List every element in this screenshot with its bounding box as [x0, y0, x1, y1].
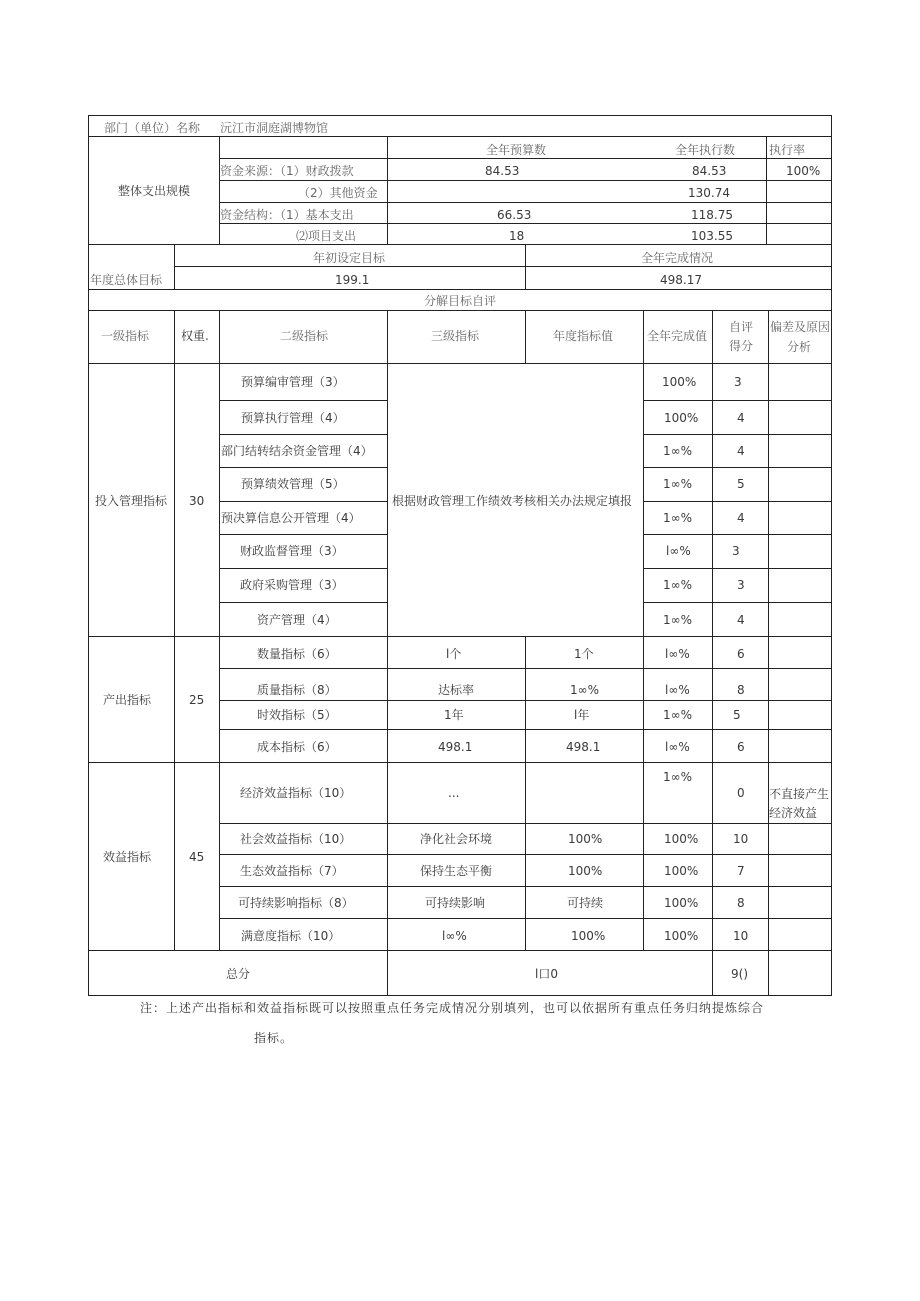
effect-row-year: 可持续 [567, 896, 604, 910]
input-row-l2: 预决算信息公开管理（4） [221, 511, 361, 525]
header-l2: 二级指标 [280, 329, 329, 343]
output-row-l3: 498.1 [438, 740, 473, 754]
input-row-l2: 政府采购管理（3） [240, 578, 344, 592]
output-row-year: l年 [574, 708, 590, 722]
annual-done-header: 全年完成情况 [641, 251, 714, 265]
effect-row-reason: 不直接产生 [769, 787, 830, 801]
footnote: 指标。 [254, 1031, 294, 1045]
output-row-year: 1∞% [570, 683, 600, 697]
overall-row-budget: 84.53 [485, 164, 520, 178]
col-exec-header: 全年执行数 [675, 143, 736, 157]
col-budget-header: 全年预算数 [486, 143, 547, 157]
header-reason: 分析 [787, 340, 812, 354]
output-row-l3: 1年 [444, 708, 464, 722]
input-row-score: 4 [737, 411, 745, 425]
effect-row-year: 100% [571, 929, 606, 943]
group-weight-output: 25 [189, 693, 205, 707]
header-score: 得分 [729, 339, 754, 353]
header-score: 自评 [729, 320, 754, 334]
output-row-l3: 达标率 [438, 683, 475, 697]
overall-row-label: ⑵项目支出 [296, 229, 357, 243]
effect-row-score: 0 [737, 786, 745, 800]
total-label: 总分 [226, 967, 251, 981]
input-row-l2: 财政监督管理（3） [240, 544, 344, 558]
header-l3: 三级指标 [431, 329, 480, 343]
effect-row-done: 100% [664, 832, 699, 846]
effect-row-l2: 社会效益指标（10） [240, 832, 352, 846]
overall-row-exec: 103.55 [691, 229, 733, 243]
output-row-done: l∞% [665, 683, 690, 697]
input-row-score: 3 [732, 544, 740, 558]
col-rate-header: 执行率 [769, 143, 806, 157]
output-row-score: 5 [733, 708, 741, 722]
dept-value: 沅江市洞庭湖博物馆 [220, 121, 329, 135]
effect-row-l3: l∞% [442, 929, 467, 943]
effect-row-l2: 满意度指标（10） [241, 929, 341, 943]
header-done-value: 全年完成值 [647, 329, 708, 343]
output-row-l2: 数量指标（6） [257, 647, 337, 661]
group-weight-input: 30 [189, 494, 205, 508]
overall-row-exec: 84.53 [692, 164, 727, 178]
overall-row-label: （2）其他资金 [298, 186, 378, 200]
output-row-score: 8 [737, 683, 745, 697]
effect-row-year: 100% [568, 864, 603, 878]
header-weight: 权重. [181, 329, 209, 343]
input-row-score: 3 [737, 578, 745, 592]
group-name-input: 投入管理指标 [95, 494, 168, 508]
decomp-title: 分解目标自评 [424, 294, 497, 308]
input-row-l2: 部门结转结余资金管理（4） [221, 444, 373, 458]
output-row-done: 1∞% [663, 708, 693, 722]
input-row-l2: 资产管理（4） [257, 613, 337, 627]
annual-target-value: 199.1 [335, 273, 370, 287]
effect-row-done: 100% [664, 929, 699, 943]
input-row-done: 100% [664, 411, 699, 425]
effect-row-done: 1∞% [663, 770, 693, 784]
annual-done-value: 498.17 [660, 273, 702, 287]
input-row-done: 1∞% [663, 613, 693, 627]
input-row-done: 100% [662, 375, 697, 389]
input-row-done: 1∞% [663, 578, 693, 592]
input-row-l2: 预算编审管理（3） [241, 375, 345, 389]
input-row-score: 5 [737, 477, 745, 491]
effect-row-l3: 可持续影响 [425, 896, 486, 910]
effect-row-score: 10 [733, 832, 749, 846]
group-name-effect: 效益指标 [103, 850, 152, 864]
output-row-year: 1个 [574, 647, 594, 661]
input-row-score: 4 [737, 511, 745, 525]
overall-row-budget: 66.53 [497, 208, 532, 222]
input-merged-l3: 根据财政管理工作绩效考核相关办法规定填报 [392, 494, 633, 508]
header-l1: 一级指标 [101, 329, 150, 343]
input-row-done: 1∞% [663, 511, 693, 525]
input-row-l2: 预算执行管理（4） [241, 411, 345, 425]
input-row-l2: 预算绩效管理（5） [241, 477, 345, 491]
effect-row-score: 10 [733, 929, 749, 943]
effect-row-reason: 经济效益 [769, 806, 818, 820]
overall-row-exec: 130.74 [688, 186, 730, 200]
effect-row-l2: 生态效益指标（7） [240, 864, 344, 878]
input-row-done: 1∞% [663, 477, 693, 491]
output-row-l3: l个 [446, 647, 462, 661]
effect-row-done: 100% [664, 864, 699, 878]
header-year-value: 年度指标值 [553, 329, 614, 343]
overall-label: 整体支出规模 [118, 184, 191, 198]
header-reason: 偏差及原因 [770, 320, 831, 334]
footnote: 注：上述产出指标和效益指标既可以按照重点任务完成情况分别填列，也可以依据所有重点任务归纳提炼综合 [140, 1001, 765, 1015]
overall-row-rate: 100% [786, 164, 821, 178]
total-value: l口0 [535, 967, 558, 981]
overall-row-budget: 18 [509, 229, 525, 243]
output-row-l2: 时效指标（5） [257, 708, 337, 722]
effect-row-l2: 可持续影响指标（8） [238, 896, 354, 910]
effect-row-score: 7 [737, 864, 745, 878]
overall-row-exec: 118.75 [691, 208, 733, 222]
output-row-score: 6 [737, 647, 745, 661]
effect-row-year: 100% [568, 832, 603, 846]
annual-label: 年度总体目标 [90, 273, 163, 287]
output-row-done: l∞% [665, 740, 690, 754]
output-row-l2: 质量指标（8） [257, 683, 337, 697]
input-row-done: 1∞% [663, 444, 693, 458]
overall-row-label: 资金来源：（1）财政拨款 [220, 164, 354, 178]
output-row-l2: 成本指标（6） [257, 740, 337, 754]
output-row-year: 498.1 [566, 740, 601, 754]
effect-row-done: 100% [664, 896, 699, 910]
dept-label: 部门（单位）名称 [104, 121, 201, 135]
effect-row-score: 8 [737, 896, 745, 910]
annual-target-header: 年初设定目标 [313, 251, 386, 265]
input-row-score: 4 [737, 444, 745, 458]
input-row-score: 4 [737, 613, 745, 627]
group-weight-effect: 45 [189, 850, 205, 864]
output-row-done: l∞% [665, 647, 690, 661]
input-row-score: 3 [734, 375, 742, 389]
output-row-score: 6 [737, 740, 745, 754]
total-score: 9() [731, 967, 748, 981]
effect-row-l3: 净化社会环境 [420, 832, 493, 846]
effect-row-l3: ... [448, 786, 460, 800]
overall-row-label: 资金结构：（1）基本支出 [220, 208, 354, 222]
group-name-output: 产出指标 [103, 693, 152, 707]
input-row-done: l∞% [666, 544, 691, 558]
effect-row-l2: 经济效益指标（10） [240, 786, 352, 800]
effect-row-l3: 保持生态平衡 [420, 864, 493, 878]
